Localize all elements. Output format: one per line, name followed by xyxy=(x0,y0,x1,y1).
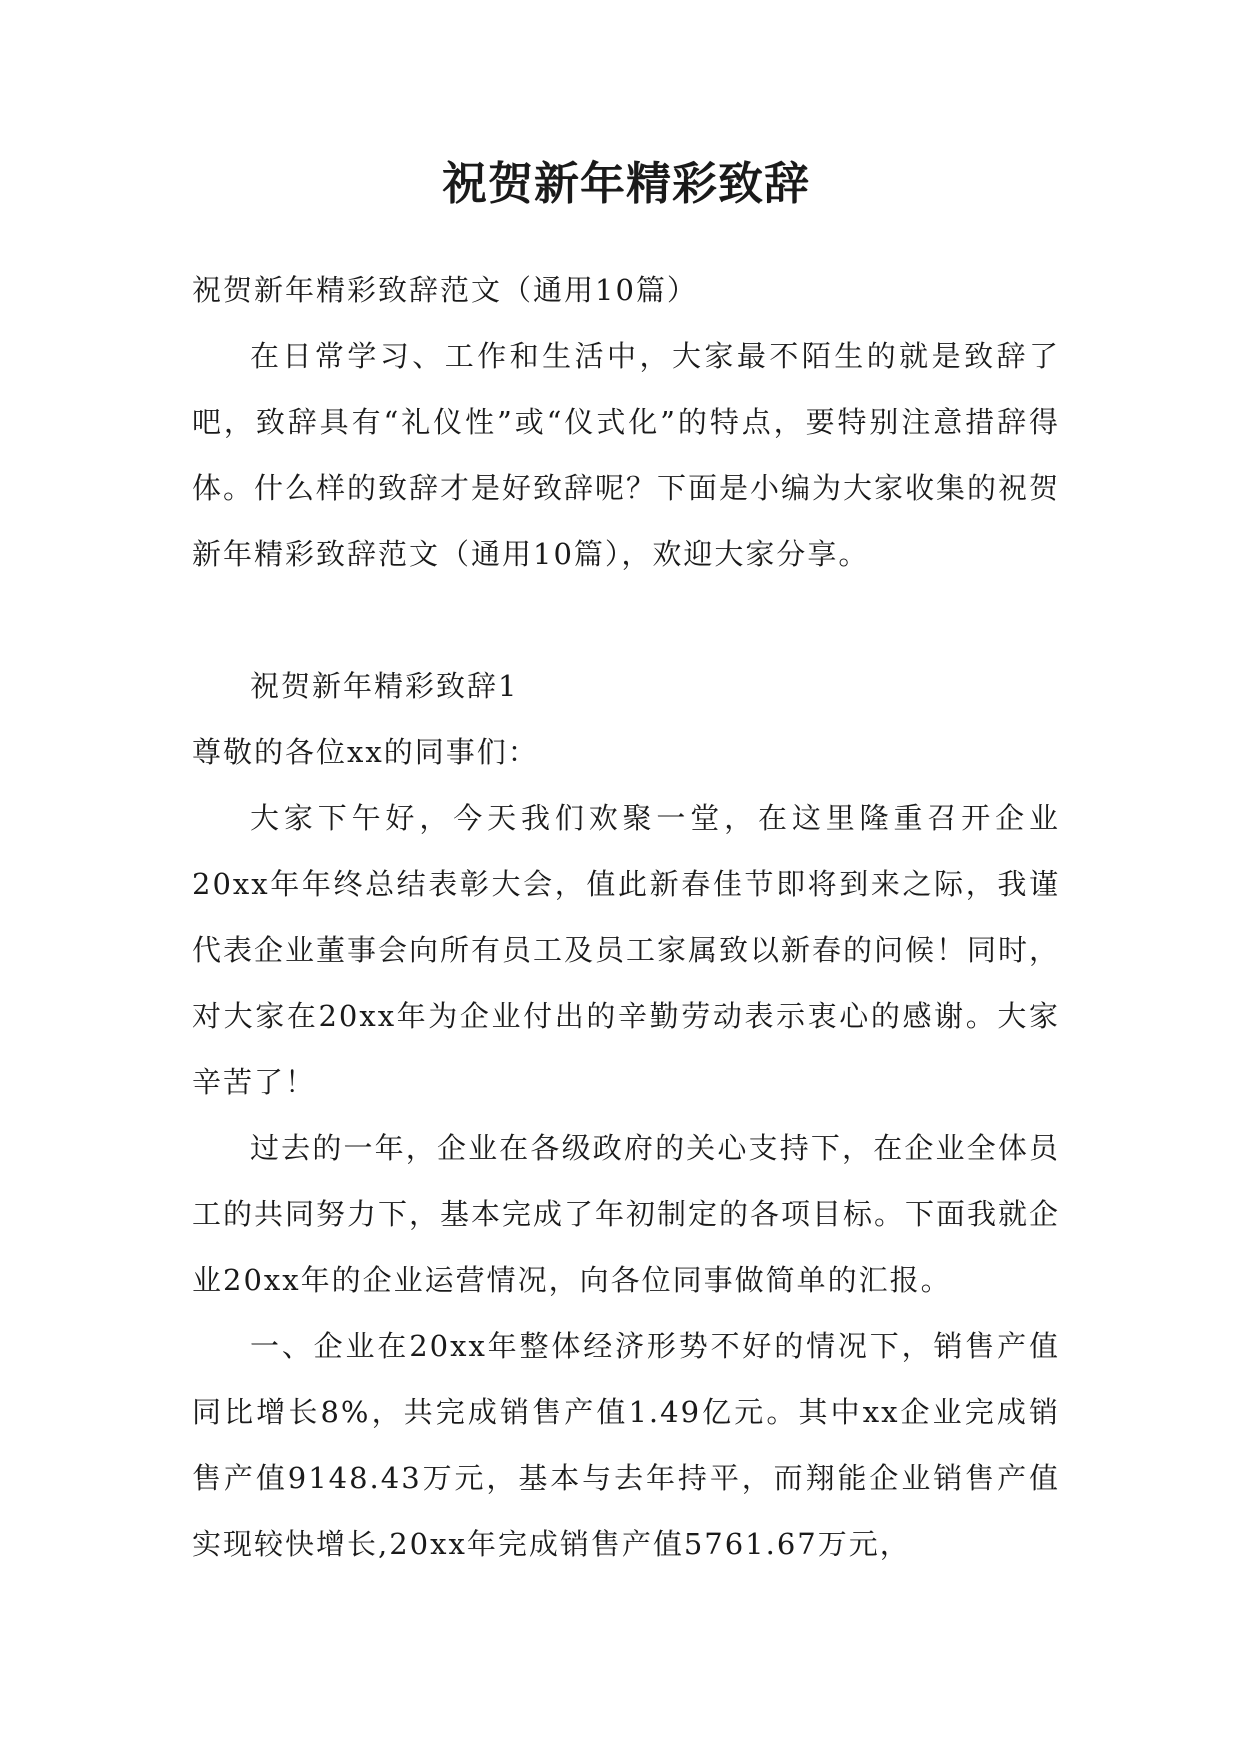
paragraph-spacer xyxy=(192,587,1060,653)
section-heading: 祝贺新年精彩致辞1 xyxy=(250,669,519,703)
document-subtitle: 祝贺新年精彩致辞范文（通用10篇） xyxy=(192,273,698,307)
intro-paragraph: 在日常学习、工作和生活中，大家最不陌生的就是致辞了吧，致辞具有“礼仪性”或“仪式化”的特点，要特别注意措辞得体。什么样的致辞才是好致辞呢？下面是小编为大家收集的祝贺新年精彩致辞范文（通用10篇），欢迎大家分享。 xyxy=(192,339,1061,571)
document-body xyxy=(192,257,1060,1577)
body-paragraph: 大家下午好，今天我们欢聚一堂，在这里隆重召开企业20xx年年终总结表彰大会，值此新春佳节即将到来之际，我谨代表企业董事会向所有员工及员工家属致以新春的问候！同时，对大家在20xx年为企业付出的辛勤劳动表示衷心的感谢。大家辛苦了！ xyxy=(192,801,1061,1099)
salutation: 尊敬的各位xx的同事们： xyxy=(192,735,539,769)
document-title: 祝贺新年精彩致辞 xyxy=(441,157,810,210)
body-paragraph: 过去的一年，企业在各级政府的关心支持下，在企业全体员工的共同努力下，基本完成了年初制定的各项目标。下面我就企业20xx年的企业运营情况，向各位同事做简单的汇报。 xyxy=(192,1131,1061,1297)
body-paragraph: 一、企业在20xx年整体经济形势不好的情况下，销售产值同比增长8%，共完成销售产值1.49亿元。其中xx企业完成销售产值9148.43万元，基本与去年持平，而翔能企业销售产值实现较快增长,20xx年完成销售产值5761.67万元， xyxy=(192,1329,1060,1561)
